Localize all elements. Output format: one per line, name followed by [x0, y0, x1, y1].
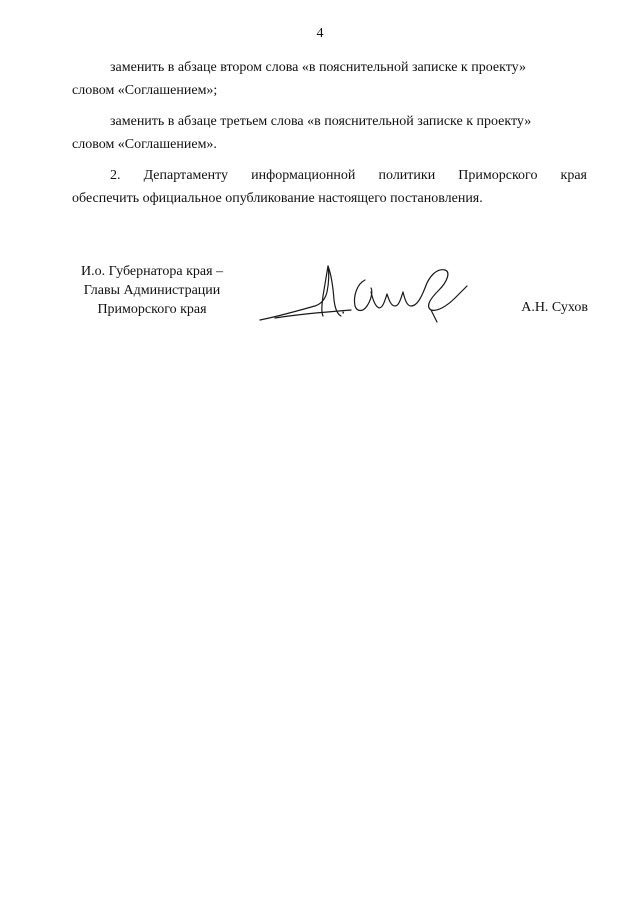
- paragraph-amend-third: [72, 110, 587, 156]
- signatory-title-line: Приморского края: [97, 302, 207, 317]
- paragraph-line: заменить в абзаце втором слова «в пояснительной записке к проекту»: [110, 60, 526, 75]
- signatory-title-line: Главы Администрации: [83, 283, 221, 298]
- paragraph-line: 2. Департаменту информационной политики Приморского края: [110, 168, 587, 183]
- paragraph-line: словом «Соглашением»;: [72, 83, 218, 98]
- paragraph-amend-second: [72, 56, 587, 102]
- signatory-name: А.Н. Сухов: [521, 300, 588, 315]
- paragraph-line: заменить в абзаце третьем слова «в пояснительной записке к проекту»: [110, 114, 532, 129]
- document-body: [72, 56, 587, 218]
- paragraph-line: обеспечить официальное опубликование настоящего постановления.: [72, 191, 483, 206]
- handwritten-signature: [255, 262, 470, 326]
- signatory-title: [62, 262, 242, 319]
- page-number: 4: [316, 26, 324, 41]
- paragraph-publication: [72, 164, 587, 210]
- paragraph-line: словом «Соглашением».: [72, 137, 217, 152]
- signatory-title-line: И.о. Губернатора края –: [80, 264, 224, 279]
- signature-block: [0, 262, 640, 332]
